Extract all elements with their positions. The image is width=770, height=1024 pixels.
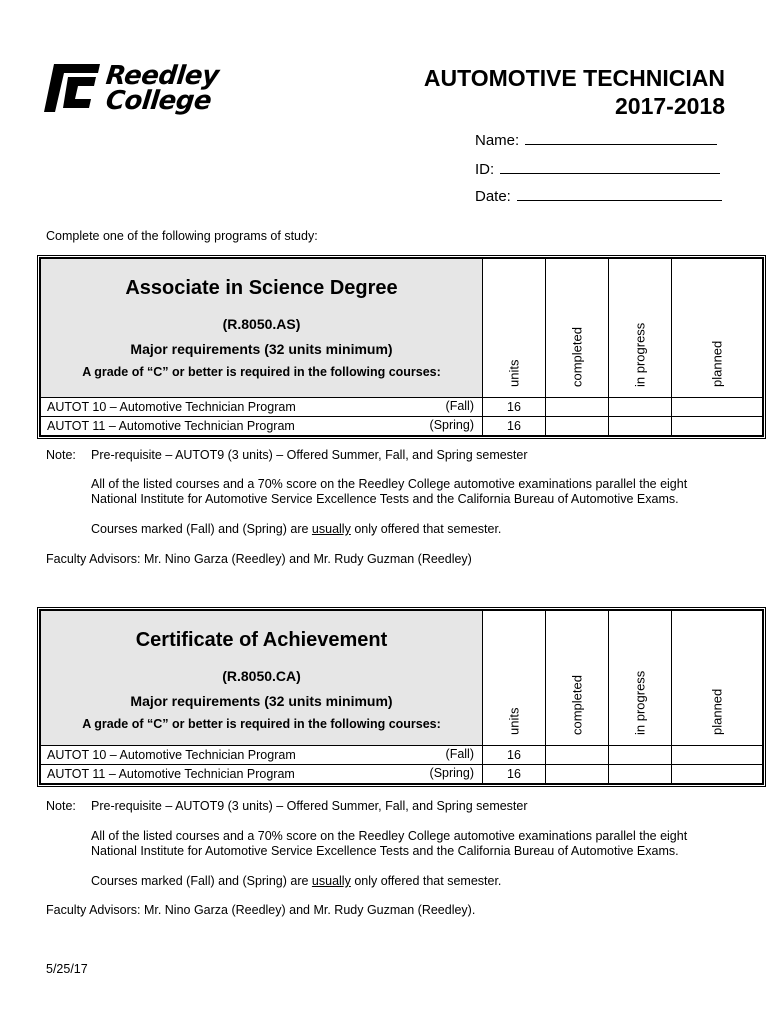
planned-checkbox[interactable] [672, 746, 763, 765]
completed-checkbox[interactable] [546, 417, 609, 436]
program-box-as [37, 255, 766, 439]
note-offered: Courses marked (Fall) and (Spring) are usually only offered that semester. [91, 522, 502, 536]
id-input-line[interactable] [500, 159, 720, 174]
program-table [40, 610, 763, 784]
in-progress-checkbox[interactable] [609, 417, 672, 436]
course-units: 16 [483, 417, 546, 436]
major-requirements: Major requirements (32 units minimum) [130, 341, 393, 357]
course-term: (Spring) [429, 766, 474, 780]
logo-text-college: College [104, 86, 213, 116]
note-offered: Courses marked (Fall) and (Spring) are usually only offered that semester. [91, 874, 502, 888]
completed-checkbox[interactable] [546, 746, 609, 765]
planned-header: planned [672, 259, 763, 398]
completed-header: completed [546, 611, 609, 746]
date-input-line[interactable] [517, 186, 722, 201]
note-prerequisite: Pre-requisite – AUTOT9 (3 units) – Offered Summer, Fall, and Spring semester [91, 448, 528, 462]
course-row [41, 765, 763, 784]
program-title: Associate in Science Degree [125, 277, 398, 299]
name-label: Name: [475, 132, 520, 149]
id-label: ID: [475, 161, 495, 178]
course-units: 16 [483, 746, 546, 765]
planned-checkbox[interactable] [672, 417, 763, 436]
course-units: 16 [483, 765, 546, 784]
course-term: (Spring) [429, 418, 474, 432]
units-header: units [483, 611, 546, 746]
note-exam-line-2: National Institute for Automotive Service Excellence Tests and the California Bureau of Automotive Exams. [91, 492, 679, 506]
date-label: Date: [475, 188, 511, 205]
name-input-line[interactable] [525, 130, 717, 145]
note-exam-line-2: National Institute for Automotive Service Excellence Tests and the California Bureau of Automotive Exams. [91, 844, 679, 858]
units-header: units [483, 259, 546, 398]
course-row [41, 417, 763, 436]
course-row [41, 398, 763, 417]
course-units: 16 [483, 398, 546, 417]
major-requirements: Major requirements (32 units minimum) [130, 693, 393, 709]
grade-rule: A grade of “C” or better is required in the following courses: [82, 365, 441, 379]
page-title-year: 2017-2018 [615, 93, 725, 119]
course-name: AUTOT 11 – Automotive Technician Program (Spring) [41, 417, 483, 436]
completed-checkbox[interactable] [546, 398, 609, 417]
grade-rule: A grade of “C” or better is required in the following courses: [82, 717, 441, 731]
course-term: (Fall) [445, 747, 474, 761]
in-progress-header: in progress [609, 611, 672, 746]
completed-header: completed [546, 259, 609, 398]
program-header [41, 611, 483, 746]
program-box-ca [37, 607, 766, 787]
page-title-program: AUTOMOTIVE TECHNICIAN [423, 65, 725, 91]
program-code: (R.8050.CA) [222, 668, 301, 684]
program-code: (R.8050.AS) [222, 316, 301, 332]
note-exam-line-1: All of the listed courses and a 70% score on the Reedley College automotive examinations parallel the eight [91, 477, 688, 491]
planned-checkbox[interactable] [672, 398, 763, 417]
college-logo-mark-icon [44, 64, 100, 112]
faculty-advisors: Faculty Advisors: Mr. Nino Garza (Reedley) and Mr. Rudy Guzman (Reedley) [46, 552, 472, 566]
in-progress-checkbox[interactable] [609, 746, 672, 765]
id-field[interactable] [475, 159, 720, 179]
faculty-advisors: Faculty Advisors: Mr. Nino Garza (Reedley) and Mr. Rudy Guzman (Reedley). [46, 903, 476, 917]
program-title: Certificate of Achievement [135, 629, 388, 651]
note-label: Note: [46, 799, 76, 813]
logo-text-reedley: Reedley [104, 61, 221, 91]
in-progress-checkbox[interactable] [609, 765, 672, 784]
course-name: AUTOT 11 – Automotive Technician Program (Spring) [41, 765, 483, 784]
course-term: (Fall) [445, 399, 474, 413]
note-label: Note: [46, 448, 76, 462]
program-header [41, 259, 483, 398]
page-title [424, 64, 725, 120]
revision-date: 5/25/17 [46, 962, 88, 976]
in-progress-checkbox[interactable] [609, 398, 672, 417]
planned-header: planned [672, 611, 763, 746]
program-table [40, 258, 763, 436]
college-logo [44, 62, 249, 118]
in-progress-header: in progress [609, 259, 672, 398]
course-name: AUTOT 10 – Automotive Technician Program (Fall) [41, 398, 483, 417]
completed-checkbox[interactable] [546, 765, 609, 784]
course-row [41, 746, 763, 765]
note-exam-line-1: All of the listed courses and a 70% score on the Reedley College automotive examinations parallel the eight [91, 829, 688, 843]
course-name: AUTOT 10 – Automotive Technician Program (Fall) [41, 746, 483, 765]
note-prerequisite: Pre-requisite – AUTOT9 (3 units) – Offered Summer, Fall, and Spring semester [91, 799, 528, 813]
name-field[interactable] [475, 130, 717, 150]
intro-text: Complete one of the following programs of study: [46, 229, 318, 243]
date-field[interactable] [475, 186, 722, 206]
planned-checkbox[interactable] [672, 765, 763, 784]
